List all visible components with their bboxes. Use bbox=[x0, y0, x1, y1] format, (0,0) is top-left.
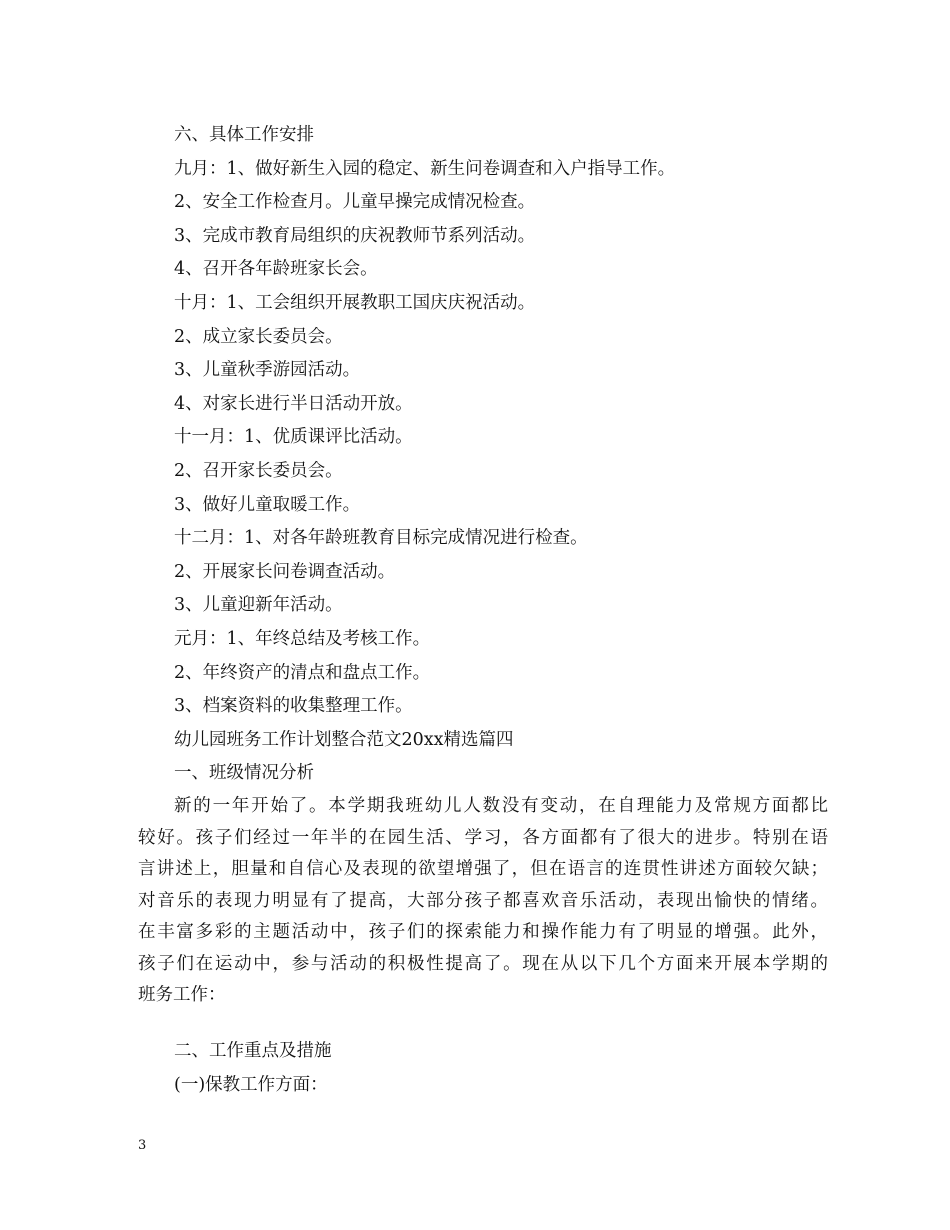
paragraph-line: 对音乐的表现力明显有了提高，大部分孩子都喜欢音乐活动，表现出愉快的情绪。 bbox=[138, 890, 828, 911]
text-line: 2、开展家长问卷调查活动。 bbox=[174, 561, 396, 582]
paragraph-line: 班务工作： bbox=[138, 985, 226, 1005]
text-line: 3、儿童秋季游园活动。 bbox=[174, 360, 361, 381]
paragraph-line: 在丰富多彩的主题活动中，孩子们的探索能力和操作能力有了明显的增强。此外， bbox=[138, 922, 828, 942]
section-heading: 六、具体工作安排 bbox=[174, 125, 314, 145]
text-line: 九月：1、做好新生入园的稳定、新生问卷调查和入户指导工作。 bbox=[174, 158, 676, 179]
article-title: 幼儿园班务工作计划整合范文20xx精选篇四 bbox=[174, 729, 514, 750]
section-heading: 二、工作重点及措施 bbox=[174, 1041, 332, 1061]
text-line: 3、做好儿童取暖工作。 bbox=[174, 494, 361, 515]
text-line: 3、档案资料的收集整理工作。 bbox=[174, 696, 413, 717]
paragraph-line: 言讲述上，胆量和自信心及表现的欲望增强了，但在语言的连贯性讲述方面较欠缺； bbox=[138, 859, 828, 879]
paragraph-line: 较好。孩子们经过一年半的在园生活、学习，各方面都有了很大的进步。特别在语 bbox=[138, 827, 828, 848]
paragraph-line: 新的一年开始了。本学期我班幼儿人数没有变动，在自理能力及常规方面都比 bbox=[174, 796, 828, 816]
text-line: 3、完成市教育局组织的庆祝教师节系列活动。 bbox=[174, 225, 536, 246]
text-line: 4、对家长进行半日活动开放。 bbox=[174, 393, 413, 414]
text-line: 元月：1、年终总结及考核工作。 bbox=[174, 628, 431, 649]
text-line: 十二月：1、对各年龄班教育目标完成情况进行检查。 bbox=[174, 528, 588, 549]
text-line: 2、召开家长委员会。 bbox=[174, 460, 343, 481]
text-line: 3、儿童迎新年活动。 bbox=[174, 595, 343, 616]
measures-section bbox=[174, 1034, 332, 1102]
subsection-heading: (一)保教工作方面： bbox=[174, 1075, 328, 1095]
text-line: 十一月：1、优质课评比活动。 bbox=[174, 427, 413, 448]
analysis-paragraph bbox=[138, 791, 828, 1012]
text-line: 2、安全工作检查月。儿童早操完成情况检查。 bbox=[174, 192, 536, 213]
text-line: 2、成立家长委员会。 bbox=[174, 326, 343, 347]
schedule-section bbox=[138, 119, 828, 791]
section-heading: 一、班级情况分析 bbox=[174, 763, 314, 784]
text-line: 十月：1、工会组织开展教职工国庆庆祝活动。 bbox=[174, 292, 536, 313]
paragraph-line: 孩子们在运动中，参与活动的积极性提高了。现在从以下几个方面来开展本学期的 bbox=[138, 953, 828, 974]
text-line: 4、召开各年龄班家长会。 bbox=[174, 259, 378, 280]
page-number: 3 bbox=[138, 1138, 147, 1153]
text-line: 2、年终资产的清点和盘点工作。 bbox=[174, 662, 431, 683]
